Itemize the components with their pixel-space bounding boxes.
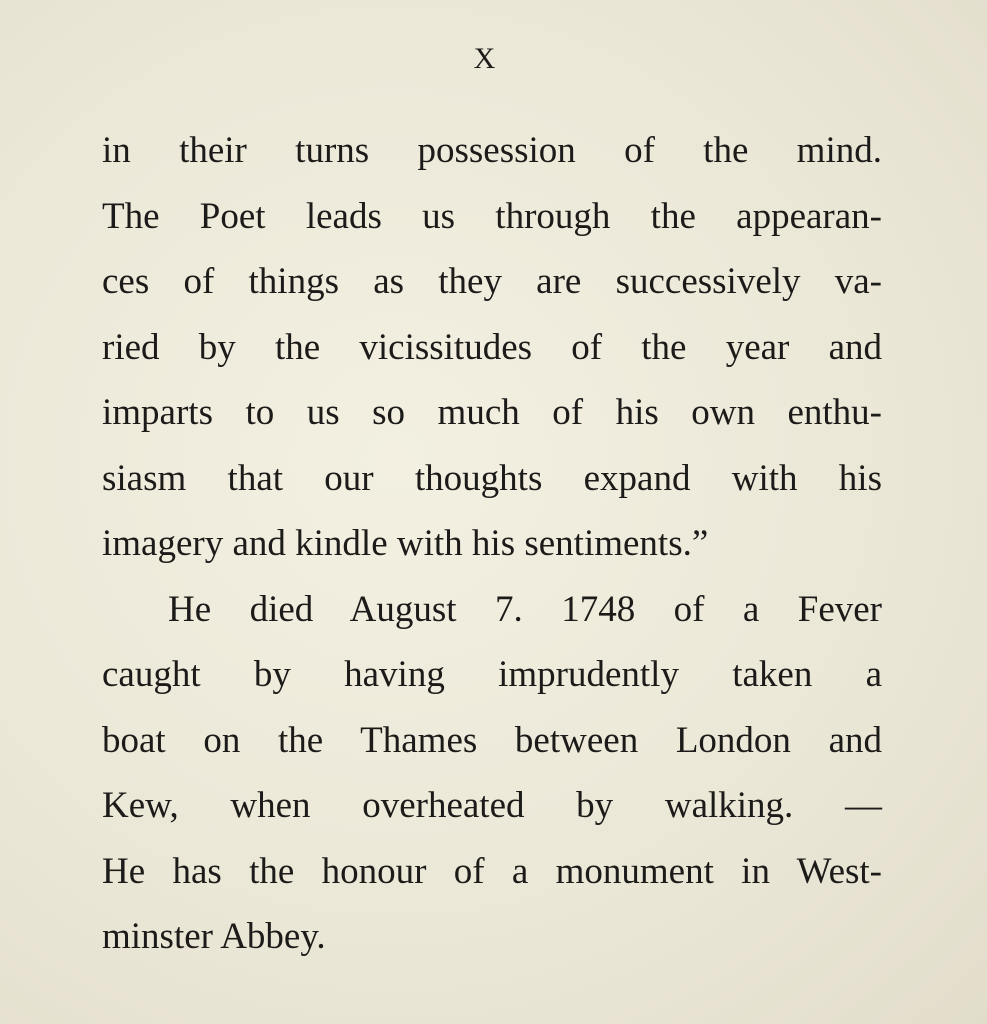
text-line: caught by having imprudently taken a <box>102 654 882 695</box>
text-line: boat on the Thames between London and <box>102 719 882 761</box>
text-line: imparts to us so much of his own enthu- <box>102 392 882 433</box>
text-line: minster Abbey. <box>102 916 326 957</box>
text-line: siasm that our thoughts expand with his <box>102 457 882 499</box>
body-text <box>102 118 882 970</box>
text-line: imagery and kindle with his sentiments.” <box>102 523 709 564</box>
text-line: in their turns possession of the mind. <box>102 130 882 171</box>
text-line: Kew, when overheated by walking. — <box>102 785 882 826</box>
page-number: X <box>473 42 497 75</box>
text-line: He died August 7. 1748 of a Fever <box>168 588 882 630</box>
text-line: ces of things as they are successively va- <box>102 261 882 302</box>
text-line: He has the honour of a monument in West- <box>102 850 882 892</box>
text-line: The Poet leads us through the appearan- <box>102 195 882 237</box>
text-line: ried by the vicissitudes of the year and <box>102 326 882 368</box>
